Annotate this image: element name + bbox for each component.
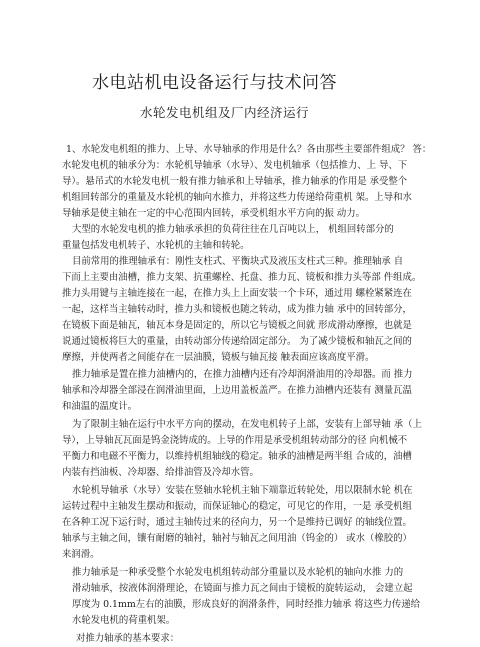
document-subtitle: 水轮发电机组及厂内经济运行	[140, 105, 310, 120]
body-line: 水轮机导轴承（水导）安装在竖轴水轮机主轴下端靠近转轮处，用以限制水轮 机在	[72, 485, 413, 496]
body-line: 一起，这样当主轴转动时，推力头和镜板也随之转动，成为推力轴 承中的回转部分，	[62, 304, 412, 315]
body-line: 水轮发电机的荷重机架。	[72, 615, 176, 626]
body-line: 导轴承是使主轴在一定的中心范围内回转，承受机组水平方向的振 动力。	[62, 208, 365, 219]
body-line: 轴承与主轴之间，镶有耐磨的轴衬，轴衬与轴瓦之间用油（钨金的） 或水（橡胶的）	[62, 533, 412, 544]
body-line: 下而上主要由油槽，推力支架、抗重螺栓、托盘、推力瓦、镜板和推力头等部 件组成。	[62, 272, 422, 283]
body-line: 厚度为 0.1mm左右的油膜，形成良好的润滑条件，同时经推力轴承 将这些力传递给	[72, 599, 421, 610]
body-line: 运转过程中主轴发生摆动和振动，而保证轴心的稳定，可见它的作用，一是 承受机组	[62, 501, 412, 512]
body-line: 滑动轴承，按液体润滑理论，在镜面与推力瓦之间由于镜板的旋转运动， 会建立起	[72, 583, 413, 594]
body-line: 在镜板下面是轴瓦，轴瓦本身是固定的，所以它与镜板之间就 形成滑动摩擦，也就是	[62, 320, 412, 331]
body-line: 推力轴承是置在推力油槽内的，在推力油槽内还有冷却润滑油用的冷却器。而 推力	[72, 369, 413, 380]
body-line: 目前常用的推理轴承有：刚性支柱式、平衡块式及液压支柱式三种。推理轴承 自	[72, 256, 404, 267]
body-line: 平衡力和电磁不平衡力，以维持机组轴线的稳定。轴承的油槽是两半组 合成的，油槽	[62, 451, 412, 462]
body-line: 在各种工况下运行时，通过主轴传过来的径向力，另一个是维持已调好 的轴线位置。	[62, 517, 412, 528]
body-line: 来润滑。	[62, 549, 100, 560]
body-line: 内装有挡油板、冷却器、给排油管及冷却水管。	[62, 467, 259, 478]
body-line: 轴承和冷却器全部浸在润滑油里面，上边用盖板盖严。在推力油槽内还装有 测量瓦温	[62, 385, 412, 396]
body-line: 推力轴承是一种承受整个水轮发电机组转动部分重量以及水轮机的轴向水推 力的	[72, 567, 404, 578]
body-line: 1、水轮发电机组的推力、上导、水导轴承的作用是什么？各由那些主要部件组成？ 答：	[66, 144, 432, 155]
document-title: 水电站机电设备运行与技术问答	[92, 73, 337, 93]
body-line: 重量包括发电机转子、水轮机的主轴和转轮。	[62, 240, 250, 251]
body-line: 推力头用键与主轴连接在一起，在推力头上上面安装一个卡环，通过用 螺栓紧紧连在	[62, 288, 412, 299]
body-line: 摩擦，并使两者之间能存在一层油膜，镜板与轴瓦接 触表面应该高度平滑。	[62, 352, 375, 363]
body-line: 和油温的温度计。	[62, 401, 138, 412]
body-line: 机组回转部分的重量及水轮机的轴向水推力，并将这些力传递给荷重机 架。上导和水	[62, 192, 412, 203]
body-line: 大型的水轮发电机的推力轴承承担的负荷往往在几百吨以上， 机组回转部分的	[72, 224, 394, 235]
body-line: 导），上导轴瓦瓦面是钨金浇铸成的。上导的作用是承受机组转动部分的径 向机械不	[62, 435, 408, 446]
body-line: 导）。悬吊式的水轮发电机一般有推力轴承和上导轴承，推力轴承的作用是 承受整个	[62, 176, 408, 187]
body-line: 水轮发电机的轴承分为：水轮机导轴承（水导）、发电机轴承（包括推力、上 导、下	[62, 160, 408, 171]
body-line: 对推力轴承的基本要求：	[76, 633, 180, 644]
body-line: 为了限制主轴在运行中水平方向的摆动，在发电机转子上部，安装有上部导轴 承（上	[72, 419, 422, 430]
body-line: 说通过镜板将巨大的重量，由转动部分传递给固定部分。 为了减少镜板和轴瓦之间的	[62, 336, 412, 347]
